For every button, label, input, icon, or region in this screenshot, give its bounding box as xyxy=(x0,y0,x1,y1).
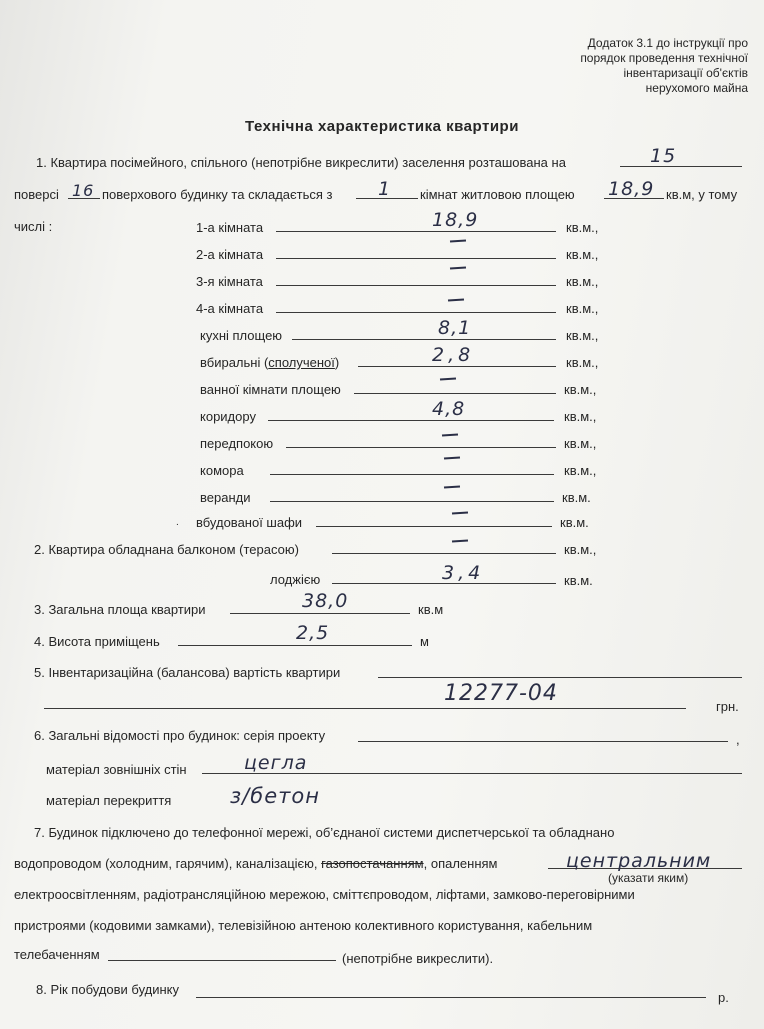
row-9-label: передпокою xyxy=(200,436,274,451)
s6-line xyxy=(358,741,728,742)
row-9-unit: кв.м., xyxy=(564,436,597,451)
appendix-line-1: Додаток 3.1 до інструкції про xyxy=(587,36,748,50)
s6-comma: , xyxy=(736,732,740,747)
s1-text-c: кімнат житловою площею xyxy=(420,187,575,202)
row-1-unit: кв.м., xyxy=(566,220,599,235)
row-1-label: 1-а кімната xyxy=(196,220,264,235)
row-4-line xyxy=(276,312,556,313)
total-floors-value: 16 xyxy=(72,181,95,200)
s7-line-3: електроосвітленням, радіотрансляційною мережою, сміттєпроводом, ліфтами, замково-переговірними xyxy=(14,887,635,902)
indicate-note: (указати яким) xyxy=(608,871,689,885)
living-area-value: 18,9 xyxy=(608,178,655,200)
row-2-label: 2-а кімната xyxy=(196,247,264,262)
walls-value: цегла xyxy=(244,752,308,774)
appendix-line-4: нерухомого майна xyxy=(645,81,748,95)
row-2-dash xyxy=(450,239,466,242)
row-5-line xyxy=(292,339,556,340)
s4-line xyxy=(178,645,412,646)
s5-value: 12277-04 xyxy=(444,681,558,706)
s1-text-b: поверхового будинку та складається з xyxy=(102,187,333,202)
s2-label: 2. Квартира обладнана балконом (терасою) xyxy=(34,542,299,557)
row-7-line xyxy=(354,393,556,394)
row-9-line xyxy=(286,447,556,448)
row-1-line xyxy=(276,231,556,232)
row-6-unit: кв.м., xyxy=(566,355,599,370)
s3-label: 3. Загальна площа квартири xyxy=(34,602,206,617)
row-6-line xyxy=(358,366,556,367)
s7-line-5a: телебаченням xyxy=(14,947,100,962)
loggia-value: 3,4 xyxy=(442,562,485,584)
s8-line xyxy=(196,997,706,998)
row-8-value: 4,8 xyxy=(432,398,466,420)
row-5-label: кухні площею xyxy=(200,328,283,343)
s8-unit: р. xyxy=(718,990,729,1005)
row-10-dash xyxy=(444,456,460,459)
row-11-line xyxy=(270,501,554,502)
s5-unit: грн. xyxy=(716,699,739,714)
row-8-unit: кв.м., xyxy=(564,409,597,424)
loggia-label: лоджією xyxy=(270,572,321,587)
floor-value: 15 xyxy=(650,145,677,167)
row-1-value: 18,9 xyxy=(432,209,479,231)
row-6-value: 2,8 xyxy=(432,344,475,366)
row-10-unit: кв.м., xyxy=(564,463,597,478)
s1-text-a: 1. Квартира посімейного, спільного (непотрібне викреслити) заселення розташована на xyxy=(36,155,566,170)
row-5-unit: кв.м., xyxy=(566,328,599,343)
row-5-value: 8,1 xyxy=(438,317,472,339)
floor-material-label: матеріал перекриття xyxy=(46,793,172,808)
row-4-label: 4-а кімната xyxy=(196,301,264,316)
appendix-line-3: інвентаризації об'єктів xyxy=(623,66,748,80)
row-7-unit: кв.м., xyxy=(564,382,597,397)
s4-value: 2,5 xyxy=(296,622,330,644)
row-11-unit: кв.м. xyxy=(562,490,591,505)
floor-line xyxy=(620,166,742,167)
floor-material-value: з/бетон xyxy=(230,784,320,808)
tv-line xyxy=(108,960,336,961)
s7-line-1: 7. Будинок підключено до телефонної мережі, об’єднаної системи диспетчерської та обладнано xyxy=(34,825,615,840)
s5-line-2 xyxy=(44,708,686,709)
row-3-label: 3-я кімната xyxy=(196,274,263,289)
appendix-note xyxy=(580,36,748,96)
row-12-unit: кв.м. xyxy=(560,515,589,530)
loggia-unit: кв.м. xyxy=(564,573,593,588)
s7-line-4: пристроями (кодовими замками), телевізійною антеною колективного користування, кабельним xyxy=(14,918,593,933)
s2-line xyxy=(332,553,556,554)
row-11-label: веранди xyxy=(200,490,251,505)
row-8-line xyxy=(268,420,554,421)
row-4-unit: кв.м., xyxy=(566,301,599,316)
s3-value: 38,0 xyxy=(302,590,349,612)
row-10-label: комора xyxy=(200,463,244,478)
row-7-dash xyxy=(440,377,456,380)
s3-line xyxy=(230,613,410,614)
row-12-dot: . xyxy=(176,517,179,528)
s7-line-5b: (непотрібне викреслити). xyxy=(342,951,494,966)
heating-value: центральним xyxy=(566,850,712,872)
s7-line-2: водопроводом (холодним, гарячим), каналізацією, газопостачанням, опаленням xyxy=(14,856,498,871)
row-3-line xyxy=(276,285,556,286)
row-8-label: коридору xyxy=(200,409,256,424)
s2-unit: кв.м., xyxy=(564,542,597,557)
row-3-dash xyxy=(450,266,466,269)
row-11-dash xyxy=(444,485,460,488)
s4-label: 4. Висота приміщень xyxy=(34,634,160,649)
row-2-line xyxy=(276,258,556,259)
appendix-line-2: порядок проведення технічної xyxy=(580,51,748,65)
s5-label: 5. Інвентаризаційна (балансова) вартість квартири xyxy=(34,665,341,680)
row-10-line xyxy=(270,474,554,475)
s6-label: 6. Загальні відомості про будинок: серія проекту xyxy=(34,728,326,743)
row-7-label: ванної кімнати площею xyxy=(200,382,341,397)
rooms-value: 1 xyxy=(378,178,392,200)
row-12-line xyxy=(316,526,552,527)
s1-poversi: поверсі xyxy=(14,187,59,202)
walls-label: матеріал зовнішніх стін xyxy=(46,762,187,777)
s8-label: 8. Рік побудови будинку xyxy=(36,982,179,997)
s3-unit: кв.м xyxy=(418,602,444,617)
s5-line-1 xyxy=(378,677,742,678)
s2-dash xyxy=(452,539,468,542)
row-6-label: вбиральні (сполученої) xyxy=(200,355,340,370)
row-12-dash xyxy=(452,511,468,514)
row-9-dash xyxy=(442,433,458,436)
row-12-label: вбудованої шафи xyxy=(196,515,303,530)
s1-text-d: кв.м, у тому xyxy=(666,187,738,202)
row-4-dash xyxy=(448,298,464,301)
document-title: Технічна характеристика квартири xyxy=(245,118,519,135)
s1-chysli: числі : xyxy=(14,219,53,234)
s4-unit: м xyxy=(420,634,429,649)
row-3-unit: кв.м., xyxy=(566,274,599,289)
row-2-unit: кв.м., xyxy=(566,247,599,262)
